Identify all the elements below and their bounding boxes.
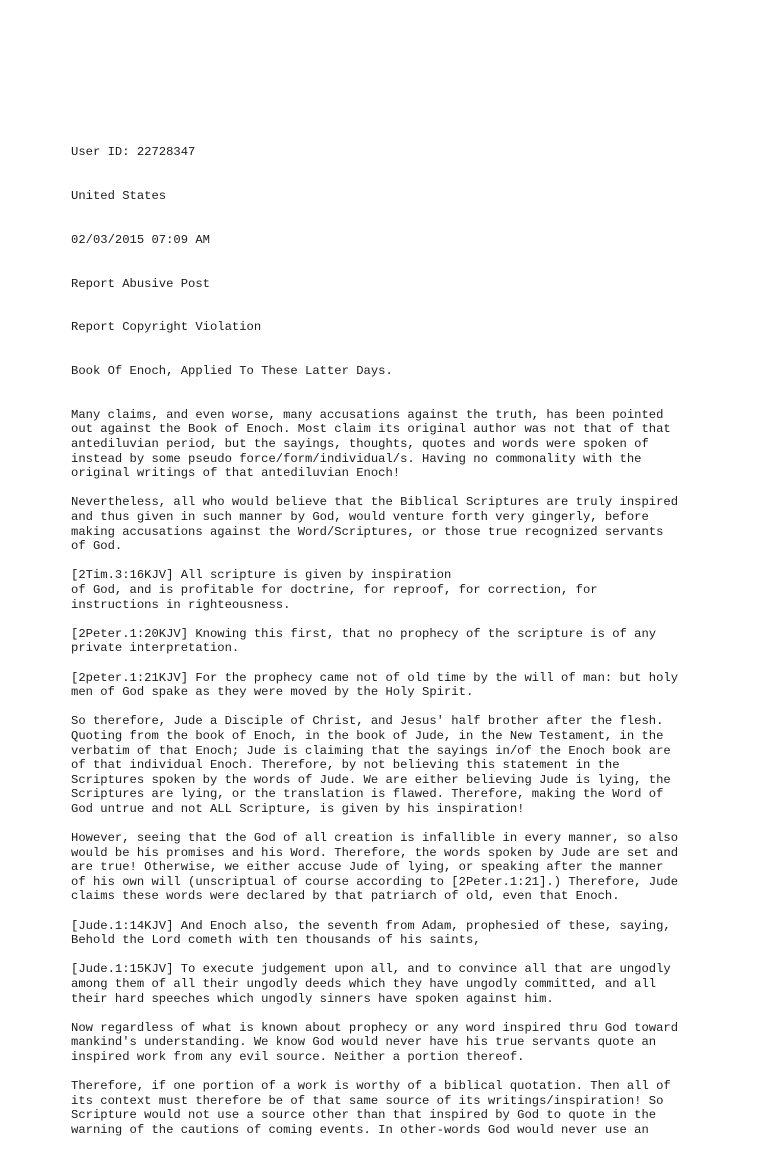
paragraph-line: of God, and is profitable for doctrine, for reproof, for correction, for [71,583,598,597]
paragraph-gap [71,948,751,963]
paragraph-line: antediluvian period, but the sayings, thoughts, quotes and words were spoken of [71,437,649,452]
paragraph-line: Nevertheless, all who would believe that the Biblical Scriptures are truly inspired [71,495,679,510]
paragraph-line: However, seeing that the God of all creation is infallible in every manner, so also [71,831,679,846]
paragraph-line: its context must therefore be of that same source of its writings/inspiration! So [71,1093,664,1108]
paragraph [71,671,751,700]
paragraph-line: and thus given in such manner by God, would venture forth very gingerly, before [71,510,649,525]
paragraph [71,408,751,481]
paragraph [71,1021,751,1065]
report-copyright-violation-link[interactable]: Report Copyright Violation [71,320,262,335]
paragraph-line: [2peter.1:21KJV] For the prophecy came not of old time by the will of man: but holy [71,670,679,685]
paragraph-gap [71,817,751,832]
paragraph-gap [71,481,751,496]
paragraph-line: original writings of that antediluvian Enoch! [71,466,401,481]
paragraph-line: Scriptures spoken by the words of Jude. We are either believing Jude is lying, the [71,772,671,787]
paragraph [71,627,751,656]
paragraph-gap [71,1065,751,1080]
paragraph-line: [2Tim.3:16KJV] All scripture is given by inspiration [71,568,452,583]
paragraph [71,495,751,553]
paragraph-line: making accusations against the Word/Scriptures, or those true recognized servants [71,524,664,539]
paragraph-line: warning of the cautions of coming events. In other-words God would never use an [71,1122,649,1137]
paragraph-line: Scriptures are lying, or the translation is flawed. Therefore, making the Word of [71,787,664,802]
paragraph-line: Quoting from the book of Enoch, in the book of Jude, in the New Testament, in the [71,728,664,743]
paragraph-gap [71,904,751,919]
paragraph-line: inspired work from any evil source. Neither a portion thereof. [71,1050,525,1064]
paragraph-gap [71,1006,751,1021]
paragraph-line: out against the Book of Enoch. Most claim its original author was not that of that [71,422,671,437]
paragraph-line: [Jude.1:14KJV] And Enoch also, the seventh from Adam, prophesied of these, saying, [71,918,671,933]
paragraph-line: Behold the Lord cometh with ten thousands of his saints, [71,933,481,948]
paragraph-line: instead by some pseudo force/form/individual/s. Having no commonality with the [71,451,642,466]
paragraph-line: are true! Otherwise, we either accuse Jude of lying, or speaking after the manner [71,860,664,875]
paragraph-line: of that individual Enoch. Therefore, by not believing this statement in the [71,758,620,773]
paragraph-line: [Jude.1:15KJV] To execute judgement upon all, and to convince all that are ungodly [71,962,671,977]
paragraph-line: among them of all their ungodly deeds which they have ungodly committed, and all [71,977,657,992]
user-id: User ID: 22728347 [71,145,196,160]
paragraph-line: God untrue and not ALL Scripture, is given by his inspiration! [71,801,525,816]
user-country: United States [71,188,167,203]
paragraph-line: Therefore, if one portion of a work is worthy of a biblical quotation. Then all of [71,1079,671,1094]
paragraph-line: of his own will (unscriptual of course according to [2Peter.1:21].) Therefore, Jude [71,874,679,889]
paragraph-line: Many claims, and even worse, many accusations against the truth, has been pointed [71,407,664,422]
paragraph-line: would be his promises and his Word. Therefore, the words spoken by Jude are set and [71,845,679,860]
paragraph-line: Scripture would not use a source other than that inspired by God to quote in the [71,1108,657,1123]
paragraph-line: Now regardless of what is known about prophecy or any word inspired thru God toward [71,1020,679,1035]
paragraph-gap [71,700,751,715]
report-abusive-post-link[interactable]: Report Abusive Post [71,276,210,291]
paragraph-line: So therefore, Jude a Disciple of Christ, and Jesus' half brother after the flesh. [71,714,664,729]
paragraph [71,831,751,904]
paragraph-line: mankind's understanding. We know God would never have his true servants quote an [71,1035,657,1050]
post-paragraphs [71,408,751,1138]
post-timestamp: 02/03/2015 07:09 AM [71,232,210,247]
paragraph-line: private interpretation. [71,641,240,656]
paragraph-line: claims these words were declared by that patriarch of old, even that Enoch. [71,889,620,904]
paragraph-gap [71,656,751,671]
paragraph-gap [71,612,751,627]
paragraph [71,1079,751,1137]
paragraph-line: instructions in righteousness. [71,597,291,612]
post-body [71,116,751,1167]
paragraph [71,962,751,1006]
paragraph-line: [2Peter.1:20KJV] Knowing this first, that no prophecy of the scripture is of any [71,626,657,641]
post-title: Book Of Enoch, Applied To These Latter Days. [71,364,393,379]
paragraph-gap [71,554,751,569]
paragraph [71,919,751,948]
paragraph-line: men of God spake as they were moved by the Holy Spirit. [71,685,474,700]
paragraph-line: verbatim of that Enoch; Jude is claiming that the sayings in/of the Enoch book are [71,743,671,758]
paragraph [71,568,751,612]
paragraph-line: of God. [71,539,123,554]
paragraph [71,714,751,816]
paragraph-line: their hard speeches which ungodly sinners have spoken against him. [71,991,554,1006]
